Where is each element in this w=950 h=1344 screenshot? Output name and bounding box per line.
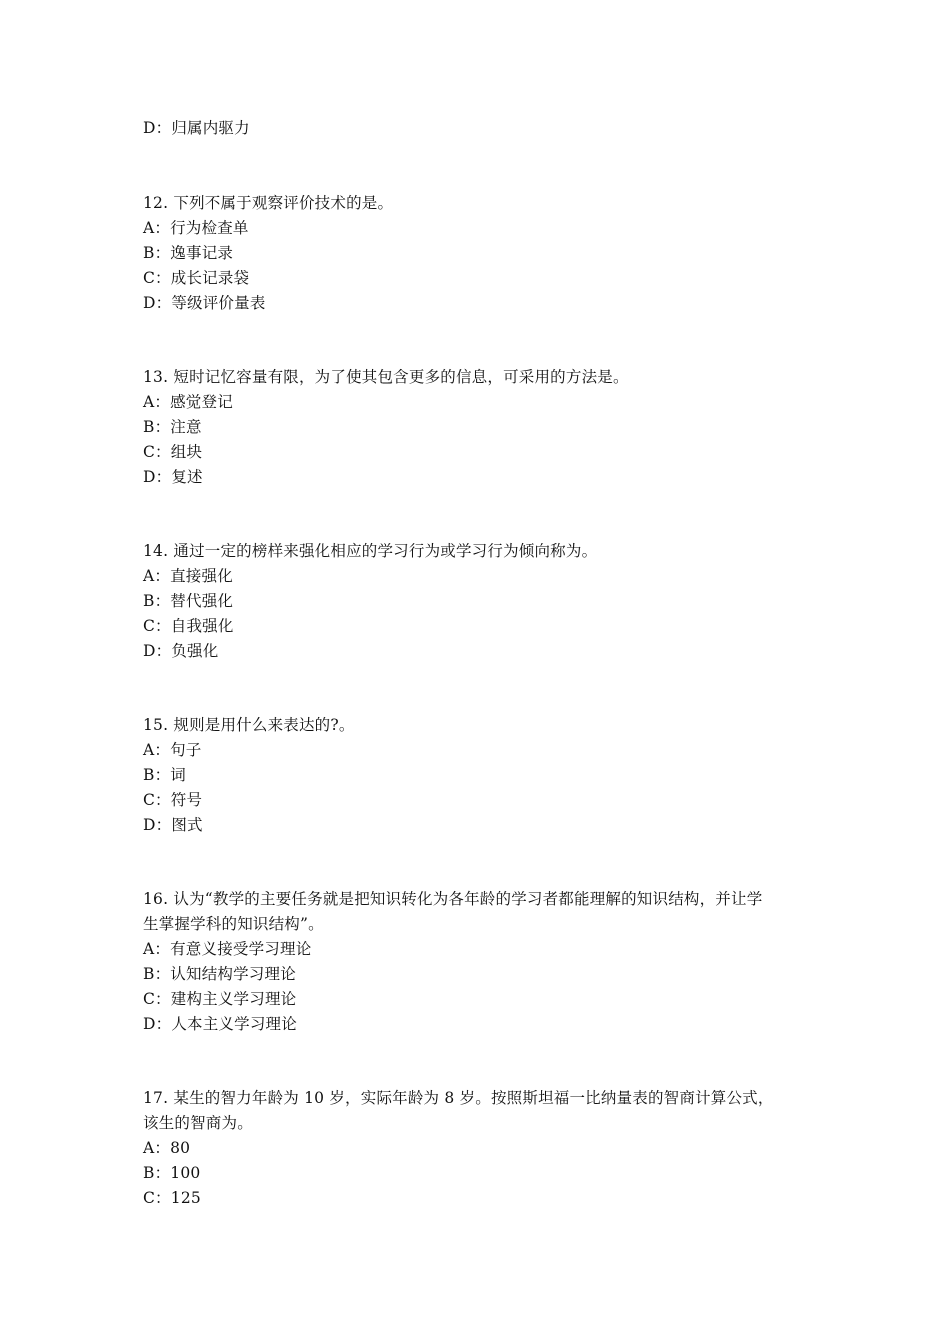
question-17-stem-line-1: 17. 某生的智力年龄为 10 岁，实际年龄为 8 岁。按照斯坦福一比纳量表的智商计算公式，	[143, 1089, 774, 1107]
question-17-option-a: A：80	[143, 1139, 191, 1157]
question-16-option-a: A：有意义接受学习理论	[143, 940, 312, 958]
question-12-option-b: B：逸事记录	[143, 244, 234, 262]
question-12-option-c: C：成长记录袋	[143, 269, 250, 287]
question-14-stem: 14. 通过一定的榜样来强化相应的学习行为或学习行为倾向称为。	[143, 542, 598, 560]
question-12-option-a: A：行为检查单	[143, 219, 249, 237]
question-13-stem: 13. 短时记忆容量有限，为了使其包含更多的信息，可采用的方法是。	[143, 368, 629, 386]
question-17-stem-line-2: 该生的智商为。	[143, 1114, 253, 1132]
question-14-option-a: A：直接强化	[143, 567, 233, 585]
question-15-option-b: B：词	[143, 766, 186, 784]
option-d-lead: D：归属内驱力	[143, 119, 250, 137]
question-17-option-b: B：100	[143, 1164, 201, 1182]
question-15-option-d: D：图式	[143, 816, 203, 834]
question-16-stem-line-1: 16. 认为“教学的主要任务就是把知识转化为各年龄的学习者都能理解的知识结构，并让学	[143, 890, 763, 908]
question-12-option-d: D：等级评价量表	[143, 294, 266, 312]
question-13-option-d: D：复述	[143, 468, 203, 486]
question-15-option-c: C：符号	[143, 791, 203, 809]
question-17-option-c: C：125	[143, 1189, 201, 1207]
question-16-option-d: D：人本主义学习理论	[143, 1015, 297, 1033]
question-16-option-c: C：建构主义学习理论	[143, 990, 297, 1008]
question-13-option-a: A：感觉登记	[143, 393, 233, 411]
question-15-option-a: A：句子	[143, 741, 202, 759]
question-14-option-d: D：负强化	[143, 642, 219, 660]
question-14-option-b: B：替代强化	[143, 592, 234, 610]
question-14-option-c: C：自我强化	[143, 617, 234, 635]
question-13-option-b: B：注意	[143, 418, 202, 436]
question-15-stem: 15. 规则是用什么来表达的?。	[143, 716, 355, 734]
question-13-option-c: C：组块	[143, 443, 203, 461]
question-12-stem: 12. 下列不属于观察评价技术的是。	[143, 194, 394, 212]
question-16-option-b: B：认知结构学习理论	[143, 965, 296, 983]
question-16-stem-line-2: 生掌握学科的知识结构”。	[143, 915, 324, 933]
